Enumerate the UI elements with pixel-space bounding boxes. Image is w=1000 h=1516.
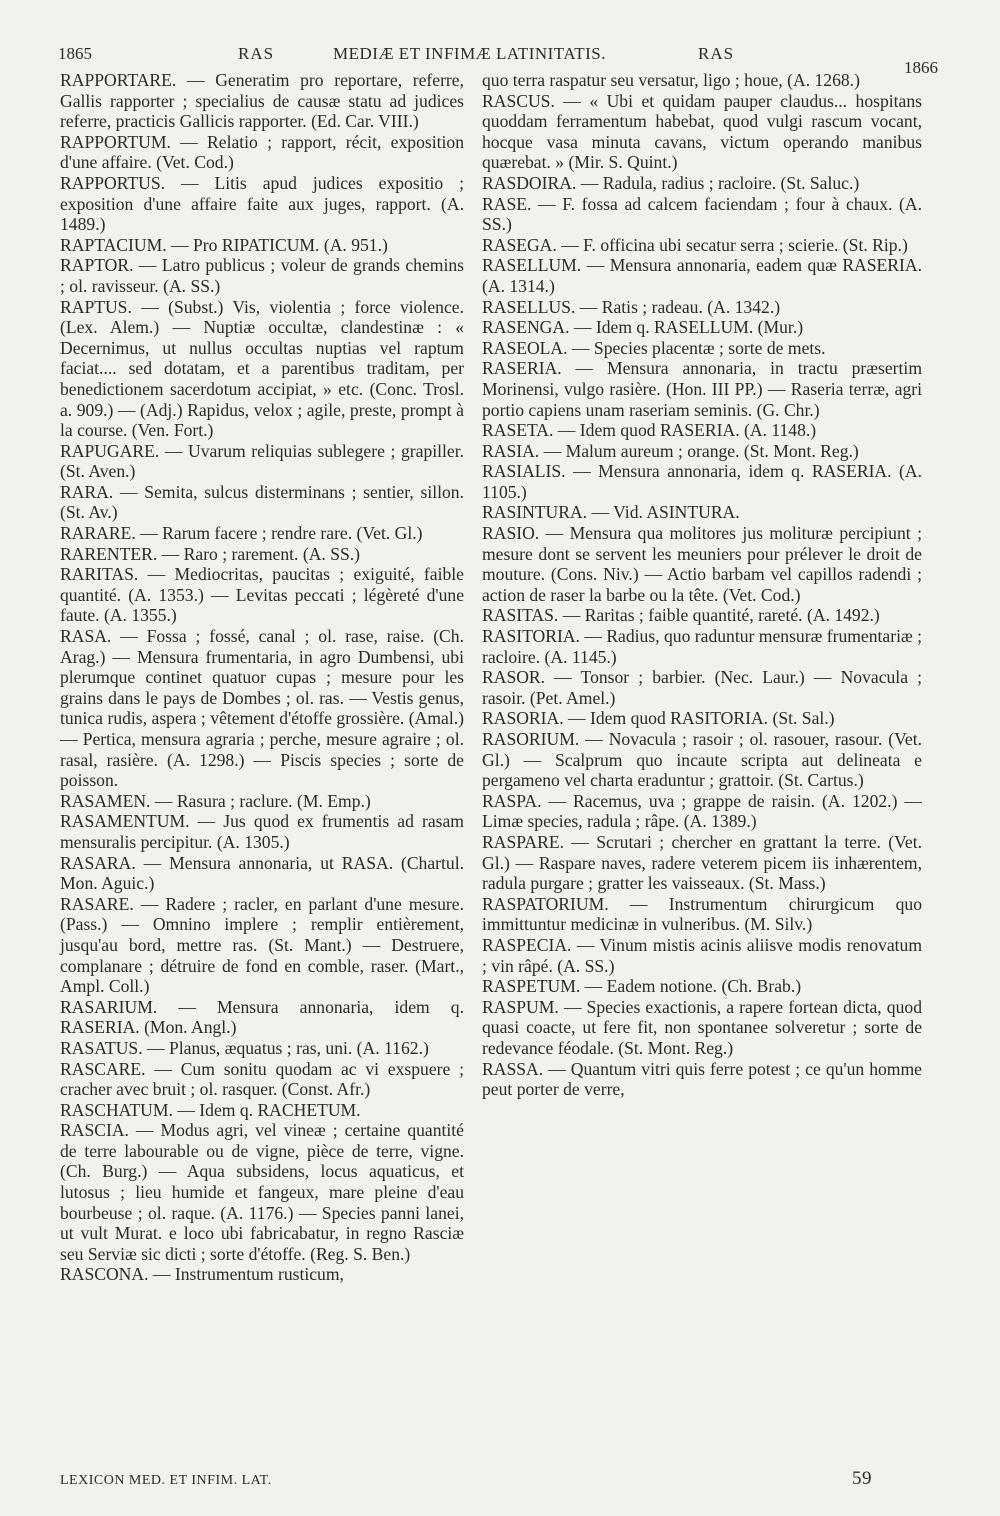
entry: RASARE. — Radere ; racler, en parlant d'une mesure. (Pass.) — Omnino implere ; remplir entièrement, jusqu'au bord, mettre ras. (St. Mant.) — Destruere, complanare ; détruire de fond en comble, raser. (Mart., Ampl. Coll.) <box>60 893 464 997</box>
guide-word-left: RAS <box>238 44 275 63</box>
entry: RASIALIS. — Mensura annonaria, idem q. RASERIA. (A. 1105.) <box>482 461 922 502</box>
entry: RASCHATUM. — Idem q. RACHETUM. <box>60 1099 361 1120</box>
entry: RARITAS. — Mediocritas, paucitas ; exiguité, faible quantité. (A. 1353.) — Levitas peccati ; légèreté d'une faute. (A. 1355.) <box>60 564 464 626</box>
entry: RAPPORTUM. — Relatio ; rapport, récit, exposition d'une affaire. (Vet. Cod.) <box>60 131 464 173</box>
entry: RARENTER. — Raro ; rarement. (A. SS.) <box>60 543 361 564</box>
entry: RASPUM. — Species exactionis, a rapere fortean dicta, quod quasi coacte, ut fere fit, non spontanee solveretur ; sorte de redevance féodale. (St. Mont. Reg.) <box>482 996 922 1058</box>
entry: RASAMEN. — Rasura ; raclure. (M. Emp.) <box>60 790 371 811</box>
entry: RASERIA. — Mensura annonaria, in tractu præsertim Morinensi, vulgo rasière. (Hon. III PP.) — Raseria terræ, agri portio capiens unam raseriam seminis. (G. Chr.) <box>482 358 922 420</box>
entry: RAPTACIUM. — Pro RIPATICUM. (A. 951.) <box>60 234 388 255</box>
entry: RASE. — F. fossa ad calcem faciendam ; four à chaux. (A. SS.) <box>482 193 922 235</box>
entry: RASIO. — Mensura qua molitores jus molituræ percipiunt ; mesure dont se servent les meuniers pour prélever le droit de mouture. (Cons. Niv.) — Actio barbam vel capillos radendi ; action de raser la barbe ou la tête. (Vet. Cod.) <box>482 523 922 605</box>
running-title: MEDIÆ ET INFIMÆ LATINITATIS. <box>333 44 606 63</box>
entry: RASELLUS. — Ratis ; radeau. (A. 1342.) <box>482 296 781 317</box>
entry: RASELLUM. — Mensura annonaria, eadem quæ RASERIA. (A. 1314.) <box>482 255 922 296</box>
entry: RAPTUS. — (Subst.) Vis, violentia ; force violence. (Lex. Alem.) — Nuptiæ occultæ, clandestinæ : « Decernimus, ut nullus occultas nuptias vel raptum faciat.... sed dotatam, et a parentibus traditam, per benedictionem sacerdotum accipiat, » etc. (Conc. Trosl. a. 909.) — (Adj.) Rapidus, velox ; agile, preste, prompt à la course. (Ven. Fort.) <box>60 296 464 441</box>
entry: RASPARE. — Scrutari ; chercher en grattant la terre. (Vet. Gl.) — Raspare naves, radere veterem picem iis inhærentem, radula purgare ; gratter les vaisseaux. (St. Mass.) <box>482 831 922 894</box>
entry: RASARIUM. — Mensura annonaria, idem q. RASERIA. (Mon. Angl.) <box>60 996 464 1038</box>
right-column <box>482 70 922 1100</box>
entry: RASA. — Fossa ; fossé, canal ; ol. rase, raise. (Ch. Arag.) — Mensura frumentaria, in agro Dumbensi, ubi plerumque continet quatuor cupas ; mesure pour les grains dans le pays de Dombes ; ol. ras. — Vestis genus, tunica rudis, aspera ; vêtement d'étoffe grossière. (Amal.) — Pertica, mensura agraria ; perche, mesure agraire ; ol. rasal, rasière. (A. 1298.) — Piscis species ; sorte de poisson. <box>60 626 464 791</box>
entry: RASCIA. — Modus agri, vel vineæ ; certaine quantité de terre labourable ou de vigne, pièce de terre, vigne. (Ch. Burg.) — Aqua subsidens, locus aquaticus, et lutosus ; lieu humide et fangeux, mare pleine d'eau bourbeuse ; ol. raque. (A. 1176.) — Species panni lanei, ut vult Murat. e loco ubi fabricabatur, in regno Rasciæ seu Serviæ sic dicti ; sorte d'étoffe. (Reg. S. Ben.) <box>60 1120 464 1264</box>
entry: RASCONA. — Instrumentum rusticum, <box>60 1264 344 1285</box>
entry: RAPUGARE. — Uvarum reliquias sublegere ; grapiller. (St. Aven.) <box>60 440 464 482</box>
entry: RASATUS. — Planus, æquatus ; ras, uni. (A. 1162.) <box>60 1037 429 1058</box>
entry: RASAMENTUM. — Jus quod ex frumentis ad rasam mensuralis percipitur. (A. 1305.) <box>60 811 464 852</box>
footer-sheet-number: 59 <box>852 1468 872 1489</box>
entry: RASITAS. — Raritas ; faible quantité, rareté. (A. 1492.) <box>482 605 880 626</box>
entry: RAPPORTARE. — Generatim pro reportare, referre, Gallis rapporter ; specialius de causæ statu ad judices referre, practicis Gallicis rapporter. (Ed. Car. VIII.) <box>60 70 464 132</box>
entry: RASPECIA. — Vinum mistis acinis aliisve modis renovatum ; vin râpé. (A. SS.) <box>482 934 922 976</box>
left-column <box>60 70 464 1285</box>
entry: RAPPORTUS. — Litis apud judices expositio ; exposition d'une affaire faite aux juges, rapport. (A. 1489.) <box>60 172 464 235</box>
entry: RASPATORIUM. — Instrumentum chirurgicum quo immittuntur medicinæ in vulneribus. (M. Silv.) <box>482 893 922 935</box>
entry: RASORIA. — Idem quod RASITORIA. (St. Sal.) <box>482 708 835 729</box>
page-number-right: 1866 <box>904 58 938 77</box>
entry: RASINTURA. — Vid. ASINTURA. <box>482 502 740 523</box>
entry: RASETA. — Idem quod RASERIA. (A. 1148.) <box>482 420 817 441</box>
entry: RASCARE. — Cum sonitu quodam ac vi exspuere ; cracher avec bruit ; ol. rasquer. (Const. Afr.) <box>60 1058 464 1100</box>
entry: RASDOIRA. — Radula, radius ; racloire. (St. Saluc.) <box>482 172 860 193</box>
entry: RASPA. — Racemus, uva ; grappe de raisin. (A. 1202.) — Limæ species, radula ; râpe. (A. 1389.) <box>482 790 922 832</box>
entry: quo terra raspatur seu versatur, ligo ; houe, (A. 1268.) <box>482 70 860 90</box>
entry: RASOR. — Tonsor ; barbier. (Nec. Laur.) — Novacula ; rasoir. (Pet. Amel.) <box>482 667 922 708</box>
entry: RASARA. — Mensura annonaria, ut RASA. (Chartul. Mon. Aguic.) <box>60 852 464 894</box>
guide-word-right: RAS <box>698 44 735 63</box>
page-number-left: 1865 <box>58 44 92 63</box>
entry: RARA. — Semita, sulcus disterminans ; sentier, sillon. (St. Av.) <box>60 481 464 523</box>
entry: RASPETUM. — Eadem notione. (Ch. Brab.) <box>482 976 802 997</box>
entry: RASEGA. — F. officina ubi secatur serra ; scierie. (St. Rip.) <box>482 234 908 255</box>
entry: RASORIUM. — Novacula ; rasoir ; ol. rasouer, rasour. (Vet. Gl.) — Scalprum quo incaute scripta aut delineata e pergameno vel charta eraduntur ; grattoir. (St. Cartus.) <box>482 729 922 791</box>
entry: RASSA. — Quantum vitri quis ferre potest ; ce qu'un homme peut porter de verre, <box>482 1058 922 1100</box>
entry: RASCUS. — « Ubi et quidam pauper claudus... hospitans quoddam ferramentum habebat, quod vulgi rascum vocant, hocque vasa minuta cavans, victum operando manibus quærebat. » (Mir. S. Quint.) <box>482 90 922 173</box>
entry: RARARE. — Rarum facere ; rendre rare. (Vet. Gl.) <box>60 523 423 544</box>
entry: RASENGA. — Idem q. RASELLUM. (Mur.) <box>482 317 804 338</box>
entry: RASEOLA. — Species placentæ ; sorte de mets. <box>482 337 826 358</box>
entry: RAPTOR. — Latro publicus ; voleur de grands chemins ; ol. ravisseur. (A. SS.) <box>60 255 464 296</box>
entry: RASITORIA. — Radius, quo raduntur mensuræ frumentariæ ; racloire. (A. 1145.) <box>482 626 922 667</box>
footer-signature: LEXICON MED. ET INFIM. LAT. <box>60 1473 272 1488</box>
entry: RASIA. — Malum aureum ; orange. (St. Mont. Reg.) <box>482 440 859 461</box>
